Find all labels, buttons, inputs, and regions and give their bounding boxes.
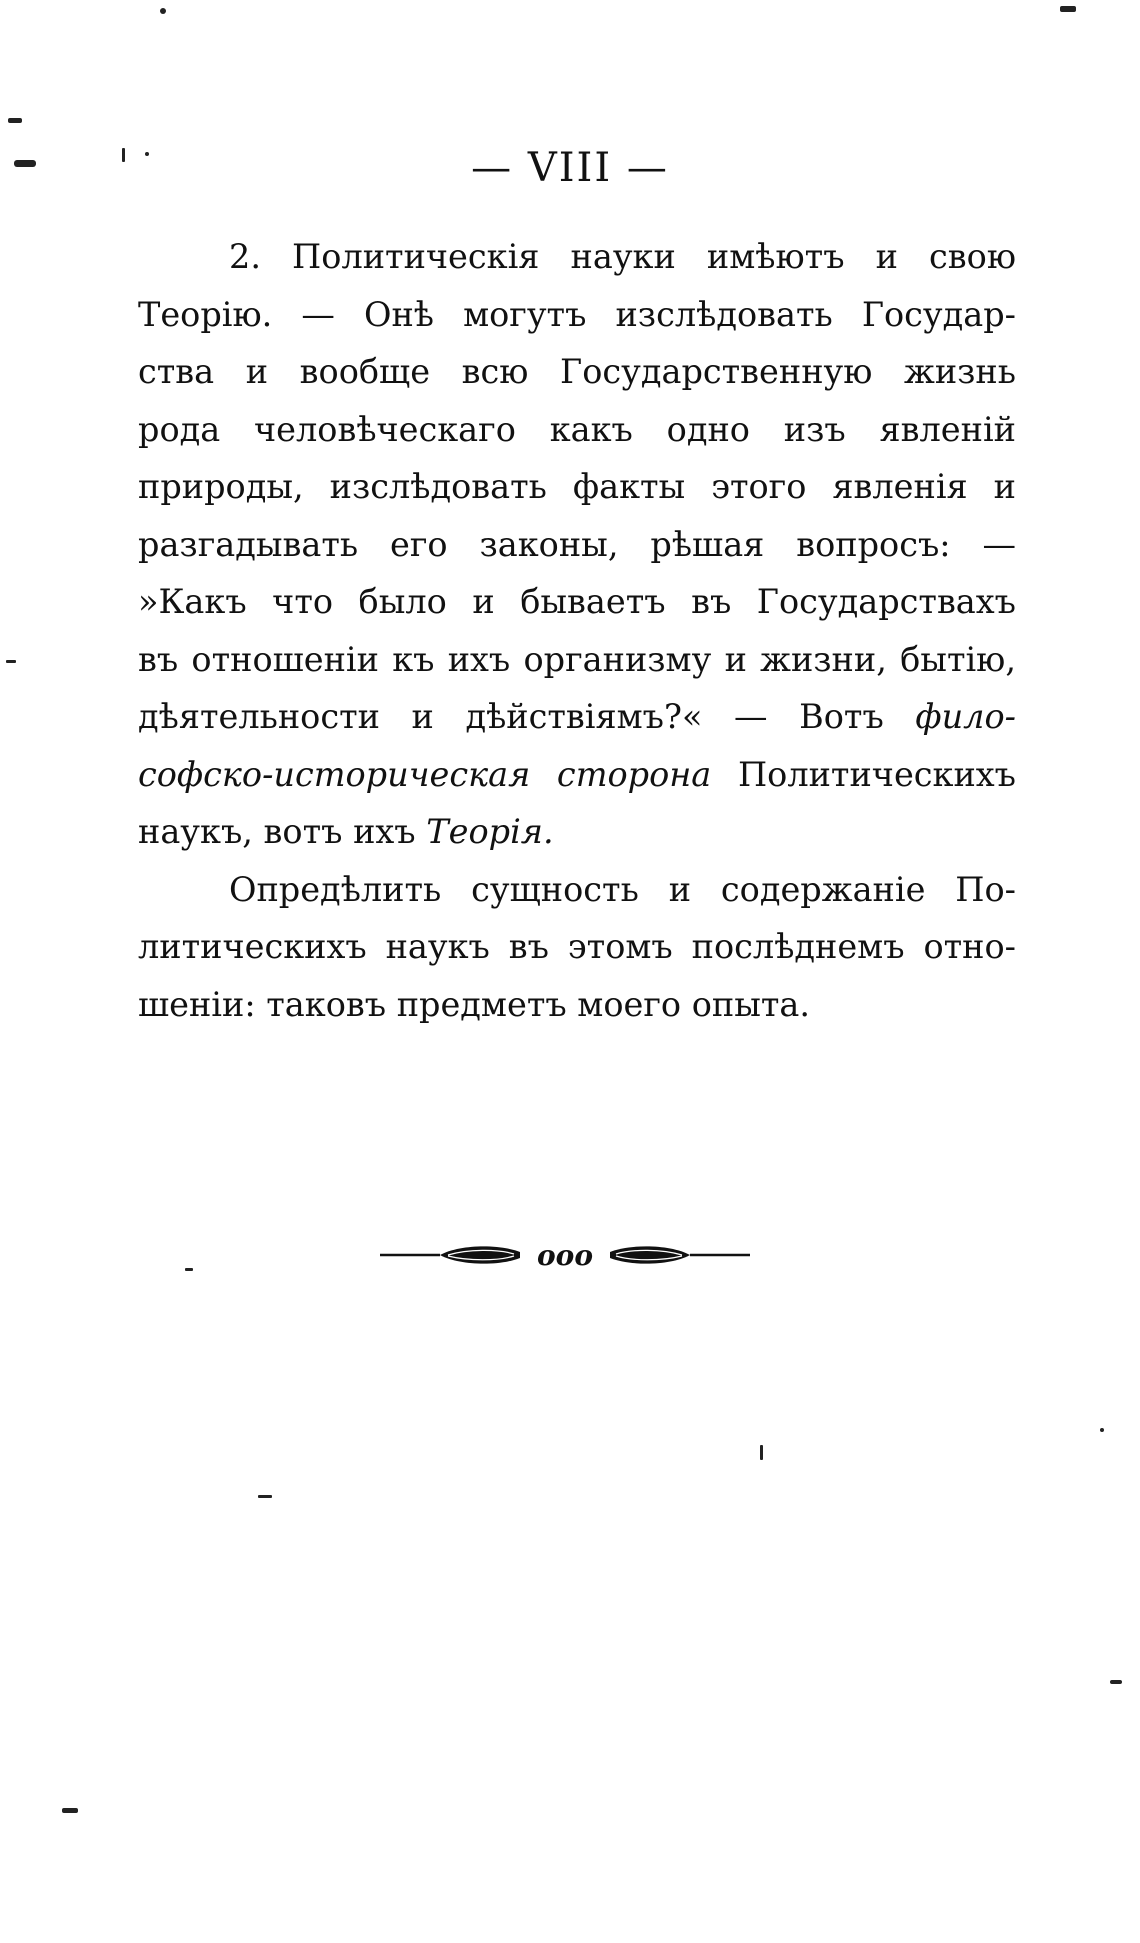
text-line	[138, 976, 1016, 1034]
scan-speck	[1100, 1428, 1104, 1432]
text-line	[138, 401, 1016, 459]
text-line	[138, 918, 1016, 976]
text-line-content: 2. Политическія науки имѣютъ и свою	[229, 237, 1016, 276]
text-line	[138, 516, 1016, 574]
text-line-content: Политическихъ	[737, 754, 1016, 794]
text-line	[138, 746, 1016, 804]
italic-text: фило-	[915, 697, 1016, 736]
text-line-content: Опредѣлить сущность и содержаніе По-	[229, 869, 1016, 909]
text-line	[138, 343, 1016, 401]
text-line-content: дѣятельности и дѣйствіямъ?« — Вотъ	[138, 697, 884, 736]
text-line	[138, 228, 1016, 286]
text-line-content: ства и вообще всю Государственную жизнь	[138, 352, 1016, 391]
text-line-content: разгадывать его законы, рѣшая вопросъ: —	[138, 524, 1016, 564]
body-text	[138, 228, 1016, 1033]
text-line-content: »Какъ что было и бываетъ въ Государствахъ	[138, 582, 1016, 621]
text-line	[138, 458, 1016, 516]
decorative-ornament	[380, 1240, 750, 1270]
scan-speck	[160, 8, 166, 14]
ornament-center-text: ооо	[536, 1240, 594, 1270]
scan-speck	[1060, 6, 1076, 12]
text-line-content: наукъ, вотъ ихъ	[138, 812, 416, 851]
text-line	[138, 688, 1016, 746]
scan-speck	[1110, 1680, 1122, 1684]
text-line-content: природы, изслѣдовать факты этого явленія и	[138, 467, 1016, 506]
text-line	[138, 631, 1016, 689]
text-line-content: шеніи: таковъ предметъ моего опыта.	[138, 984, 811, 1024]
scan-speck	[185, 1268, 193, 1271]
italic-text: Теорія.	[426, 812, 554, 851]
text-line-content: рода человѣческаго какъ одно изъ явленій	[138, 409, 1016, 449]
scan-speck	[122, 148, 125, 162]
scan-speck	[8, 118, 22, 123]
scan-speck	[6, 660, 16, 663]
text-line	[138, 861, 1016, 919]
text-line-content: литическихъ наукъ въ этомъ послѣднемъ отно-	[138, 927, 1016, 966]
scan-speck	[62, 1808, 78, 1813]
scan-speck	[145, 152, 149, 156]
text-line	[138, 286, 1016, 344]
italic-text: софско-историческая сторона	[138, 754, 712, 794]
text-line	[138, 573, 1016, 631]
scan-speck	[14, 160, 36, 167]
text-line	[138, 803, 1016, 861]
text-line-content: въ отношеніи къ ихъ организму и жизни, бытію,	[138, 639, 1016, 679]
page-number-header: — VIII —	[471, 145, 669, 191]
scan-speck	[760, 1445, 763, 1460]
scan-speck	[258, 1495, 272, 1498]
text-line-content: Теорію. — Онѣ могутъ изслѣдовать Государ-	[138, 294, 1016, 334]
